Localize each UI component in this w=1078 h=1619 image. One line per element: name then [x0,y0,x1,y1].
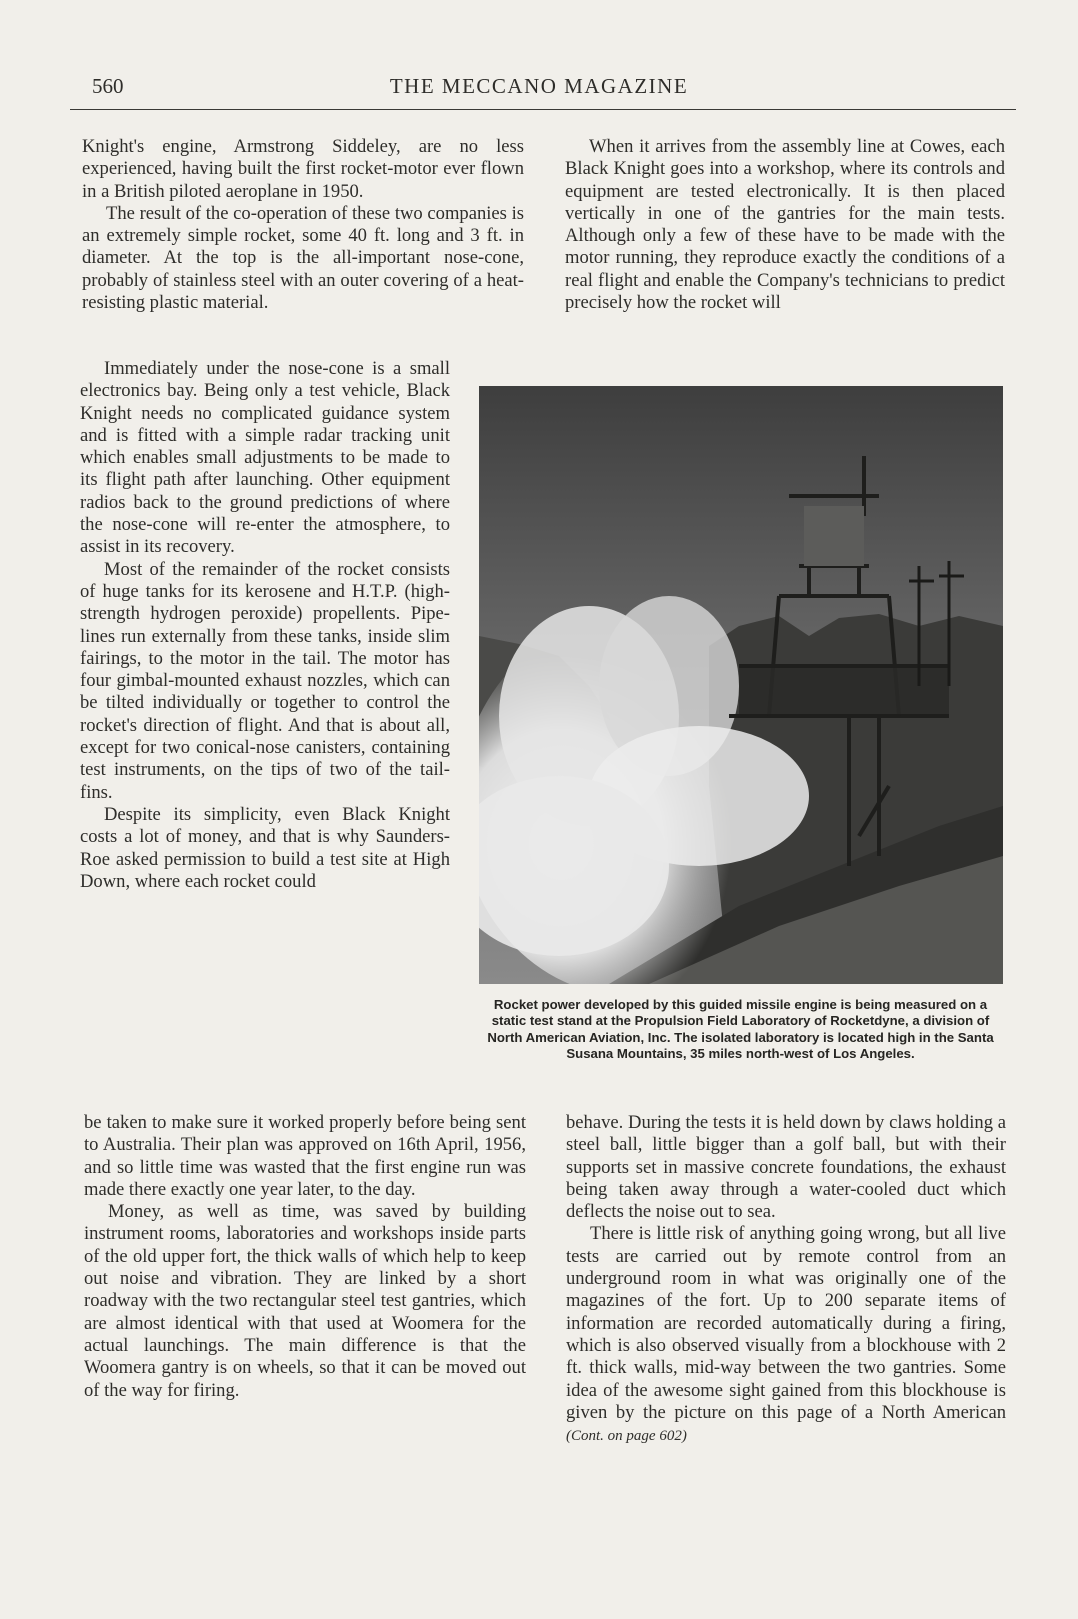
paragraph: be taken to make sure it worked properly before being sent to Australia. Their plan was approved on 16th April, 1956, and so little time was wasted that the first engine run was made there exactly one year later, to the day. [84,1112,526,1200]
paragraph: The result of the co-operation of these two companies is an extremely simple rocket, some 40 ft. long and 3 ft. in diameter. At the top is the all-important nose-cone, probably of stainless steel with an outer covering of a heat-resisting plastic material. [82,202,524,314]
right-column-top [565,136,1005,314]
continuation-note: (Cont. on page 602) [566,1428,687,1445]
paragraph: Knight's engine, Armstrong Siddeley, are no less experienced, having built the first rocket-motor ever flown in a British piloted aeroplane in 1950. [82,136,524,202]
rocket-test-stand-photo [479,386,1003,984]
magazine-title: THE MECCANO MAGAZINE [389,74,689,98]
page-number: 560 [92,74,124,98]
paragraph: When it arrives from the assembly line at Cowes, each Black Knight goes into a workshop, where its controls and equipment are tested electronically. It is then placed vertically in one of the gantries for the main tests. Although only a few of these have to be made with the motor running, they reproduce exactly the conditions of a real flight and enable the Company's technicians to predict precisely how the rocket will [565,136,1005,314]
paragraph [566,1223,1006,1447]
paragraph: Immediately under the nose-cone is a small electronics bay. Being only a test vehicle, Black Knight needs no complicated guidance system and is fitted with a simple radar tracking unit which enables small adjustments to be made to its flight path after launching. Other equipment radios back to the ground predictions of where the nose-cone will re-enter the atmosphere, to assist in its recovery. [80,358,450,558]
right-column-bottom [566,1112,1006,1447]
left-column-bottom [84,1112,526,1402]
left-column-narrow [80,358,450,893]
left-column-top [82,136,524,314]
paragraph: Money, as well as time, was saved by building instrument rooms, laboratories and workshops inside parts of the old upper fort, the thick walls of which help to keep out noise and vibration. They are linked by a short roadway with the two rectangular steel test gantries, which are almost identical with that used at Woomera for the actual launchings. The main difference is that the Woomera gantry is on wheels, so that it can be moved out of the way for firing. [84,1201,526,1401]
paragraph: behave. During the tests it is held down by claws holding a steel ball, little bigger than a golf ball, but with their supports set in massive concrete foundations, the exhaust being taken away through a water-cooled duct which deflects the noise out to sea. [566,1112,1006,1223]
photo-caption: Rocket power developed by this guided missile engine is being measured on a static test stand at the Propulsion Field Laboratory of Rocketdyne, a division of North American Aviation, Inc. The isolated laboratory is located high in the Santa Susana Mountains, 35 miles north-west of Los Angeles. [487,997,994,1062]
paragraph: Despite its simplicity, even Black Knight costs a lot of money, and that is why Saunders-Roe asked permission to build a test site at High Down, where each rocket could [80,803,450,892]
paragraph-text: There is little risk of anything going wrong, but all live tests are carried out by remote control from an underground room in what was originally one of the magazines of the fort. Up to 200 separate items of information are recorded automatically during a firing, which is also observed visually from a blockhouse with 2 ft. thick walls, mid-way between the two gantries. Some idea of the awesome sight gained from this blockhouse is given by the picture on this page of a North American [566,1223,1006,1423]
header-rule [70,109,1016,110]
paragraph: Most of the remainder of the rocket consists of huge tanks for its kerosene and H.T.P. (high-strength hydrogen peroxide) propellents. Pipe-lines run externally from these tanks, inside slim fairings, to the motor in the tail. The motor has four gimbal-mounted exhaust nozzles, which can be tilted individually or together to control the rocket's direction of flight. And that is about all, except for two conical-nose canisters, containing test instruments, on the tips of two of the tail-fins. [80,558,450,803]
